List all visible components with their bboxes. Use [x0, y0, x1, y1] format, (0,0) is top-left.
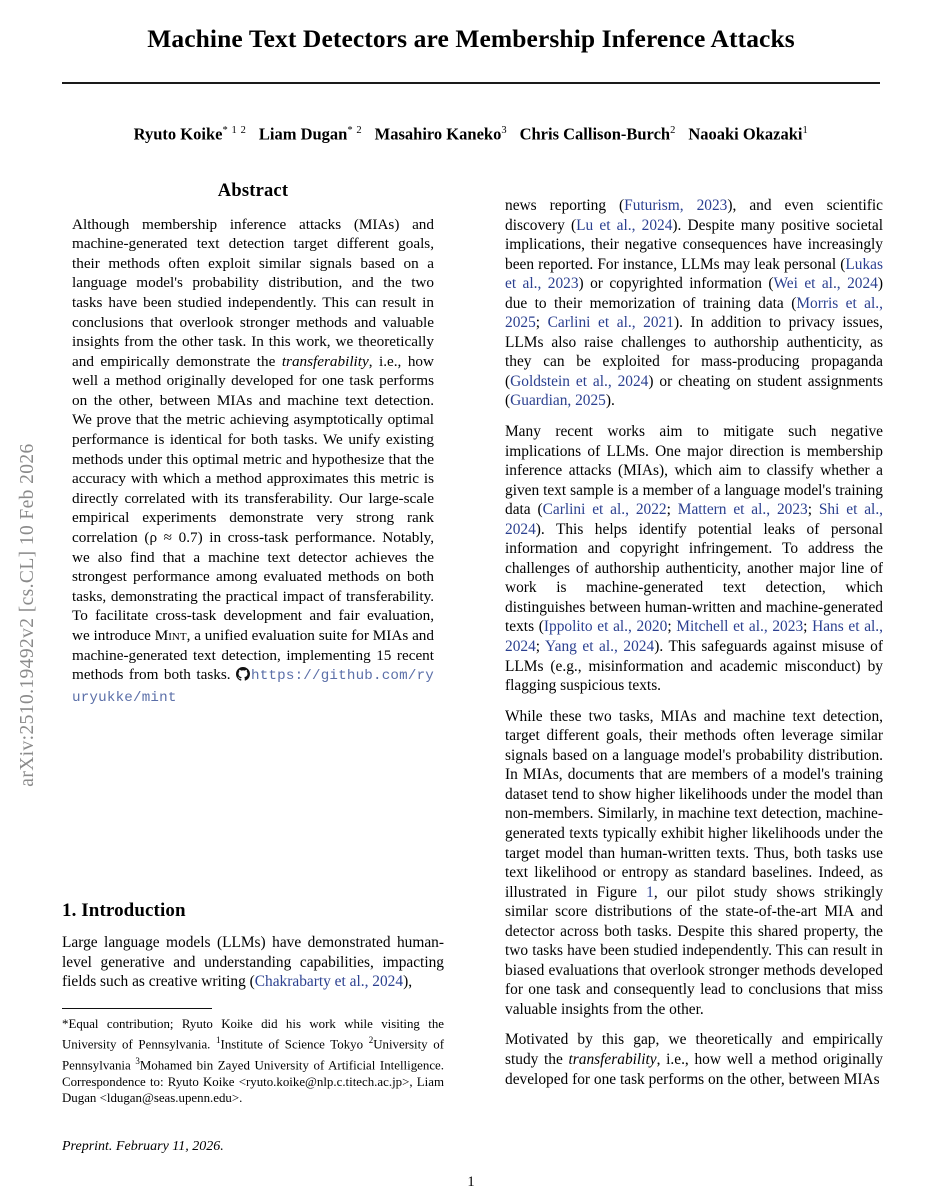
rc2-text-f: ; [803, 618, 813, 636]
intro-text-a: Large language models (LLMs) have demonstrated human-level generative and understanding capabilities, impacting fields such as creative writing ( [62, 934, 444, 991]
right-paragraph-3 [505, 707, 883, 1020]
title-block [62, 24, 880, 55]
citation-hans[interactable]: Hans et al., 2024 [505, 618, 883, 656]
rc2-text-d: ). This helps identify potential leaks of personal information and copyright infringement. To address the challenges of authorship authenticity, another major line of work is machine-generated text detection, which distinguishes between human-written and machine-generated texts ( [505, 520, 883, 636]
citation-chakrabarty[interactable]: Chakrabarty et al., 2024 [254, 973, 404, 991]
footnote-divider [62, 1008, 212, 1009]
abstract-text-1: Although membership inference attacks (MIAs) and machine-generated text detection target different goals, their methods often exploit similar signals based on a language model's probability distribution, and the two tasks have been studied independently. This can result in conclusions that overlook stronger methods and valuable insights from the other task. In this work, we theoretically and empirically demonstrate the [72, 215, 434, 370]
abstract-body [62, 215, 444, 709]
section-heading-introduction: 1. Introduction [62, 900, 186, 921]
page-number: 1 [467, 1174, 475, 1190]
citation-yang[interactable]: Yang et al., 2024 [545, 638, 655, 656]
author-name-2: Masahiro Kaneko [374, 124, 502, 144]
rc1-text-h: ) or cheating on student assignments ( [505, 372, 883, 410]
rc1-text-c: ). Despite many positive societal implications, their negative consequences have increasingly been reported. For instance, LLMs may leak personal ( [505, 216, 883, 273]
rc2-text-h: ). This safeguards against misuse of LLMs (e.g., misinformation and academic misconduct) by flagging suspicious texts. [505, 638, 883, 695]
rc4-text-b: , i.e., how well a method originally developed for one task performs on the other, between MIAs [505, 1050, 883, 1088]
citation-morris[interactable]: Morris et al., 2025 [505, 294, 883, 332]
introduction-block [62, 900, 444, 992]
rc1-text-f: ; [535, 314, 548, 332]
author-marks-0: * 1 2 [222, 125, 247, 136]
citation-lu[interactable]: Lu et al., 2024 [576, 216, 673, 234]
right-column [505, 196, 883, 1089]
footnote-sup-2: 2 [368, 1035, 374, 1046]
abstract-heading: Abstract [217, 181, 289, 201]
rc2-text-e: ; [667, 618, 677, 636]
author-name-1: Liam Dugan [258, 124, 348, 144]
footnote-sup-3: 3 [135, 1056, 140, 1067]
author-name-3: Chris Callison-Burch [519, 124, 671, 144]
rc2-text-b: ; [666, 501, 678, 519]
rc1-text-i: ). [605, 392, 615, 410]
author-name-4: Naoaki Okazaki [688, 124, 803, 144]
author-marks-3: 2 [670, 125, 676, 136]
abstract-text-2: , i.e., how well a method originally developed for one task performs on the other, between MIAs and machine text detection. We prove that the metric achieving asymptotically optimal performance is identical for both tasks. We unify existing methods under this optimal metric and hypothesize that the accuracy with which a method approximates this metric is directly correlated with its transferability. Our large-scale empirical experiments demonstrate very strong rank correlation (ρ ≈ 0.7) in cross-task performance. Notably, we also find that a machine text detector achieves the strongest performance among evaluated methods on both tasks, demonstrating the practical impact of transferability. To facilitate cross-task development and fair evaluation, we introduce [72, 352, 434, 645]
author-marks-2: 3 [501, 125, 508, 136]
footnote-sup-1: 1 [216, 1035, 221, 1046]
introduction-paragraph-1 [62, 933, 444, 992]
abstract-text-3: , a unified evaluation suite for MIAs and machine-generated text detection, implementing 15 recent methods from both tasks. [72, 627, 434, 684]
footnote-equal-contribution: *Equal contribution; Ryuto Koike did his work while visiting the University of Pennsylvania. [62, 1017, 444, 1052]
left-column [62, 182, 444, 708]
right-paragraph-2 [505, 422, 883, 696]
citation-futurism[interactable]: Futurism, 2023 [624, 197, 728, 214]
repository-link[interactable]: https://github.com/ryuryukke/mint [72, 668, 434, 706]
rc4-italic-transferability: transferability [568, 1050, 657, 1068]
citation-mitchell[interactable]: Mitchell et al., 2023 [676, 618, 804, 636]
author-list [62, 124, 880, 145]
rc1-text-a: news reporting ( [505, 197, 625, 214]
citation-mattern[interactable]: Mattern et al., 2023 [677, 501, 808, 519]
page-title: Machine Text Detectors are Membership Inference Attacks [147, 24, 795, 53]
github-icon [236, 667, 250, 687]
rc3-text-a: While these two tasks, MIAs and machine text detection, target different goals, their methods often leverage similar signals based on a language model's probability distribution. In MIAs, documents that are members of a model's training dataset tend to show higher likelihoods under the model than non-members. Similarly, in machine text detection, machine-generated texts typically exhibit higher likelihoods under the target model than human-written texts. Thus, both tasks use text likelihood or entropy as standard baselines. Indeed, as illustrated in Figure [505, 707, 883, 901]
footnote-affil-1: Institute of Science Tokyo [220, 1037, 369, 1052]
abstract-italic-transferability: transferability [281, 352, 369, 370]
citation-shi[interactable]: Shi et al., 2024 [505, 501, 884, 538]
rc1-text-e: ) due to their memorization of training data ( [505, 275, 884, 312]
author-name-0: Ryuto Koike [133, 124, 223, 144]
figure-reference-1[interactable]: 1 [646, 883, 654, 901]
citation-carlini-2021[interactable]: Carlini et al., 2021 [547, 314, 674, 332]
citation-guardian[interactable]: Guardian, 2025 [510, 392, 606, 410]
right-paragraph-1 [505, 196, 883, 411]
rc1-text-d: ) or copyrighted information ( [578, 275, 774, 293]
rc2-text-c: ; [807, 501, 819, 519]
intro-text-b: ), [403, 973, 413, 991]
citation-goldstein[interactable]: Goldstein et al., 2024 [510, 372, 649, 390]
citation-wei[interactable]: Wei et al., 2024 [773, 275, 878, 293]
author-marks-1: * 2 [347, 125, 363, 136]
footnote-affil-3-and-correspondence: Mohamed bin Zayed University of Artificial Intelligence. Correspondence to: Ryuto Koike <ryuto.koike@nlp.c.titech.ac.jp>, Liam Dugan <ldugan@seas.upenn.edu>. [62, 1058, 444, 1106]
citation-lukas[interactable]: Lukas et al., 2023 [505, 255, 883, 293]
arxiv-identifier-stamp: arXiv:2510.19492v2 [cs.CL] 10 Feb 2026 [17, 443, 38, 787]
abstract-suite-name: Mint [154, 627, 187, 645]
rc2-text-a: Many recent works aim to mitigate such negative implications of LLMs. One major direction is membership inference attacks (MIAs), which aim to classify whether a given text sample is a member of a language model's training data ( [505, 423, 883, 519]
title-divider [62, 82, 880, 84]
author-marks-4: 1 [802, 125, 809, 136]
right-paragraph-4 [505, 1030, 883, 1089]
citation-ippolito[interactable]: Ippolito et al., 2020 [543, 618, 668, 636]
rc1-text-b: ), and even scientific discovery ( [505, 197, 883, 234]
rc3-text-b: , our pilot study shows strikingly similar score distributions of the state-of-the-art MIA and detector across both tasks. Despite this shared property, the two tasks have been studied independently. This can result in biased evaluations that overlook stronger methods developed for one task and consequently lead to conclusions that miss valuable insights from the other. [505, 883, 884, 1018]
preprint-notice: Preprint. February 11, 2026. [62, 1139, 224, 1154]
rc1-text-g: ). In addition to privacy issues, LLMs also raise challenges to authorship authenticity, as they can be exploited for mass-producing propaganda ( [505, 314, 883, 390]
rc2-text-g: ; [535, 638, 546, 656]
rc4-text-a: Motivated by this gap, we theoretically and empirically study the [505, 1031, 883, 1068]
footnote-affil-2: University of Pennsylvania [62, 1037, 444, 1073]
footnote-affiliations [62, 1016, 444, 1107]
citation-carlini-2022[interactable]: Carlini et al., 2022 [542, 501, 667, 519]
